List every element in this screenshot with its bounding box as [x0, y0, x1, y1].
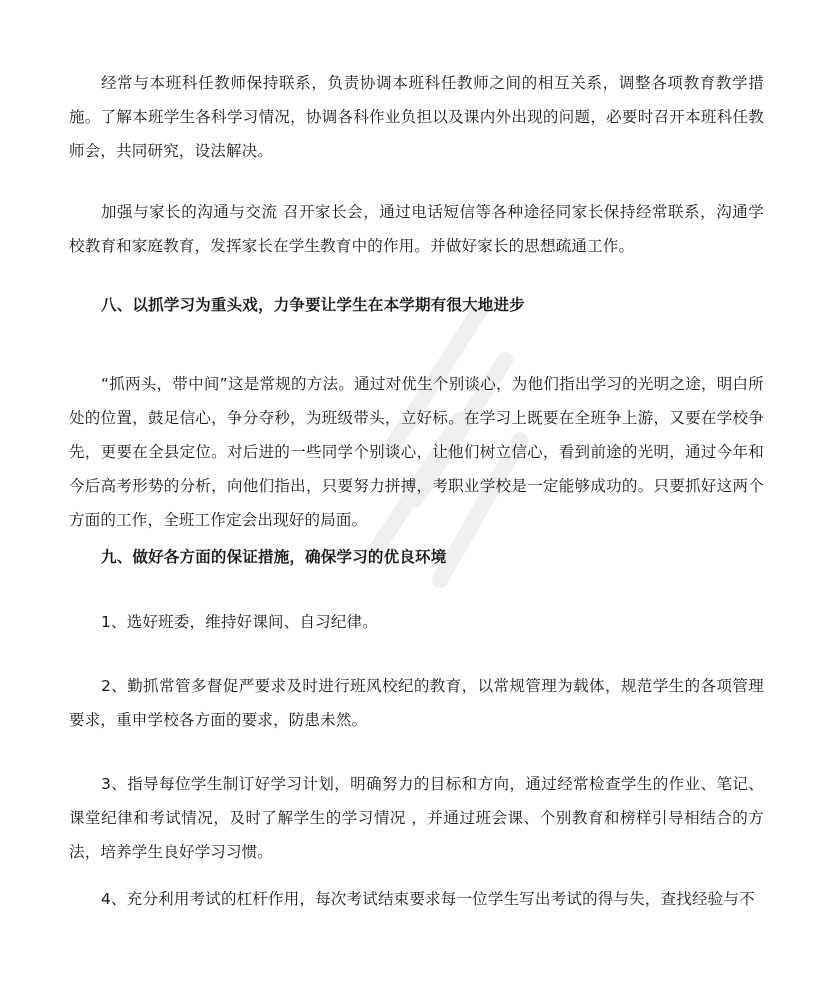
- section-heading-9: 九、做好各方面的保证措施，确保学习的优良环境: [101, 548, 447, 566]
- section-heading-8: 八、以抓学习为重头戏，力争要让学生在本学期有很大地进步: [101, 296, 525, 314]
- paragraph-teacher-coordination: 经常与本班科任教师保持联系，负责协调本班科任教师之间的相互关系，调整各项教育教学措施。了解本班学生各科学习情况，协调各科作业负担以及课内外出现的问题，必要时召开本班科任教师会，共同研究，设法解决。: [69, 74, 764, 160]
- paragraph-grasp-both-ends: “抓两头，带中间”这是常规的方法。通过对优生个别谈心，为他们指出学习的光明之途，明白所处的位置，鼓足信心，争分夺秒，为班级带头，立好标。在学习上既要在全班争上游，又要在学校争先，更要在全县定位。对后进的一些同学个别谈心，让他们树立信心，看到前途的光明，通过今年和今后高考形势的分析，向他们指出，只要努力拼搏，考职业学校是一定能够成功的。只要抓好这两个方面的工作，全班工作定会出现好的局面。: [69, 375, 764, 529]
- list-item-3: 3、指导每位学生制订好学习计划，明确努力的目标和方向，通过经常检查学生的作业、笔记、课堂纪律和考试情况，及时了解学生的学习情况 ，并通过班会课、个别教育和榜样引导相结合的方法，培养学生良好学习习惯。: [69, 775, 764, 861]
- list-item-4: 4、充分利用考试的杠杆作用，每次考试结束要求每一位学生写出考试的得与失，查找经验与不: [101, 890, 755, 908]
- list-item-2: 2、勤抓常管多督促严要求及时进行班风校纪的教育，以常规管理为载体，规范学生的各项管理要求，重申学校各方面的要求，防患未然。: [69, 677, 764, 729]
- paragraph-parent-communication: 加强与家长的沟通与交流 召开家长会，通过电话短信等各种途径同家长保持经常联系，沟通学校教育和家庭教育，发挥家长在学生教育中的作用。并做好家长的思想疏通工作。: [69, 203, 764, 255]
- list-item-1: 1、选好班委，维持好课间、自习纪律。: [101, 613, 378, 631]
